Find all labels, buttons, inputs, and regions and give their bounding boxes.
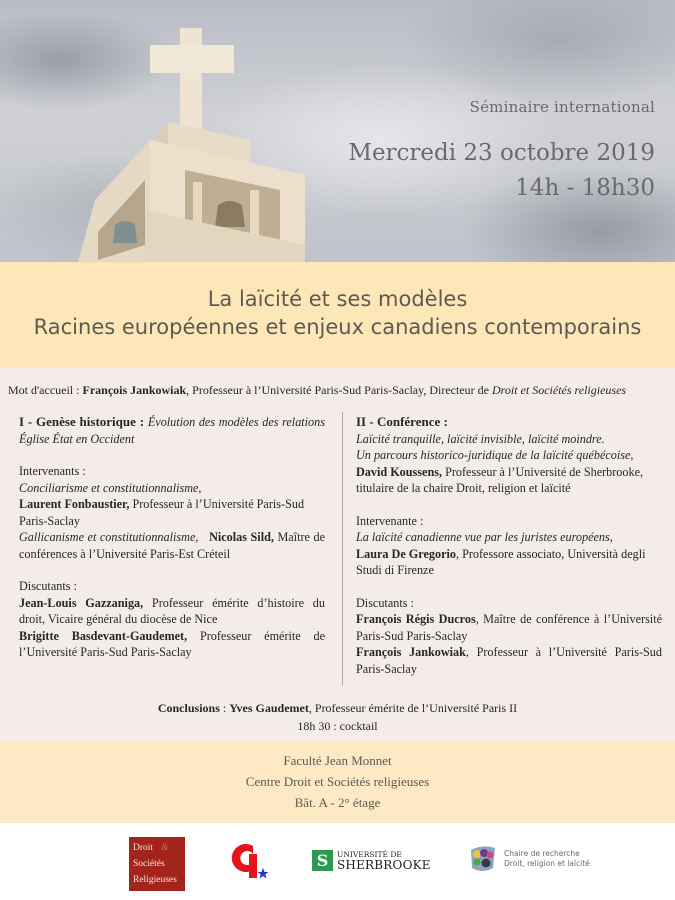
talk-1 [19, 480, 325, 530]
sherbrooke-mark: S [312, 850, 333, 871]
conclusions-label: Conclusions [157, 701, 220, 715]
cocktail-line: 18h 30 : cocktail [297, 719, 378, 733]
speaker-label: Intervenante : [356, 513, 424, 528]
program-section [0, 368, 675, 742]
discussant-4-name: François Jankowiak [356, 645, 466, 659]
talk-2-desc: Maître de conférences à l’Université Paris-Est Créteil [19, 530, 325, 561]
session-2-title: II - Conférence : [356, 414, 448, 429]
discussant-1-name: Jean-Louis Gazzaniga, [19, 595, 144, 610]
session-2 [356, 414, 662, 677]
discussant-4 [356, 644, 662, 677]
discussant-1 [19, 595, 325, 628]
universite-sherbrooke-logo [312, 850, 431, 871]
welcome-label: Mot d'accueil : [8, 383, 83, 397]
discussant-2 [19, 628, 325, 661]
chaire-recherche-logo [468, 844, 590, 874]
discussant-3-name: François Régis Ducros [356, 612, 476, 626]
title-main: La laïcité et ses modèles [207, 287, 468, 311]
talk-2-speaker: Nicolas Sild, [209, 530, 274, 544]
session-1-heading [19, 414, 325, 447]
drs-line1: Droit [133, 843, 154, 853]
session-1-topic: Évolution des modèles des relations Église État en Occident [19, 415, 325, 446]
discussant-3-desc: , Maître de conférence à l’Université Paris-Sud Paris-Saclay [356, 612, 662, 643]
chaire-emblem-icon [468, 844, 498, 874]
discussant-1-desc: Professeur émérite d’histoire du droit, Vicaire général du diocèse de Nice [19, 595, 325, 626]
discussant-3 [356, 611, 662, 644]
talk-2-title: Gallicanisme et constitutionnalisme, [19, 530, 199, 544]
talk-3-desc: , Professore associato, Università degli Studi di Firenze [356, 546, 646, 577]
discussant-4-desc: , Professeur à l’Université Paris-Sud Paris-Saclay [356, 645, 662, 676]
column-divider [342, 412, 343, 686]
talk-1-title: Conciliarisme et constitutionnalisme, [19, 480, 202, 495]
venue-centre: Centre Droit et Sociétés religieuses [245, 774, 430, 789]
speakers-label: Intervenants : [19, 464, 86, 478]
talk-1-desc: Professeur à l’Université Paris-Sud Paris-Saclay [19, 497, 305, 528]
welcome-desc: , Professeur à l’Université Paris-Sud Paris-Saclay, Directeur de [186, 383, 492, 397]
venue-room: Bât. A - 2° étage [294, 795, 381, 810]
discussants-label-2: Discutants : [356, 595, 414, 610]
bell [215, 201, 245, 227]
welcome-line [8, 382, 673, 399]
conclusions-desc: , Professeur émérite de l’Université Paris II [308, 701, 518, 715]
seminar-label: Séminaire international [469, 98, 655, 116]
drs-line2: Sociétés [133, 859, 165, 869]
conclusions-line [0, 700, 675, 717]
talk-3 [356, 546, 662, 579]
chaire-line2: Droit, religion et laïcité [504, 859, 590, 868]
drs-line3: Religieuses [133, 875, 177, 885]
talk-3-title: La laïcité canadienne vue par les juristes européens, [356, 530, 613, 544]
event-date: Mercredi 23 octobre 2019 [348, 140, 655, 166]
welcome-org: Droit et Sociétés religieuses [491, 383, 627, 397]
discussant-2-desc: Professeur émérite de l’Université Paris-Sud Paris-Saclay [19, 628, 325, 659]
chaire-line1: Chaire de recherche [504, 849, 580, 858]
hero-photo [0, 0, 675, 262]
event-time: 14h - 18h30 [515, 175, 655, 201]
talk-3-speaker: Laura De Gregorio [356, 546, 456, 561]
discussant-2-name: Brigitte Basdevant-Gaudemet, [19, 628, 188, 643]
conference-speaker-name: David Koussens, [356, 464, 443, 479]
discussants-label: Discutants : [19, 579, 77, 593]
cross-bell-tower-image [0, 0, 675, 262]
conclusions-speaker: Yves Gaudemet [229, 701, 309, 715]
conference-title-1: Laïcité tranquille, laïcité invisible, laïcité moindre. [356, 431, 605, 446]
star-icon [258, 868, 269, 879]
conference-speaker [356, 464, 662, 497]
drs-amp: & [161, 843, 169, 853]
cross-vertical [180, 28, 202, 133]
session-1-title: I - Genèse historique : [19, 414, 148, 429]
title-band [0, 262, 675, 368]
welcome-speaker: François Jankowiak [82, 383, 187, 397]
cross-horizontal [150, 45, 234, 73]
conference-title-2: Un parcours historico-juridique de la laïcité québécoise, [356, 448, 634, 462]
conference-speaker-desc: Professeur à l’Université de Sherbrooke, titulaire de la chaire Droit, religion et laïcité [356, 464, 644, 495]
talk-2 [19, 529, 325, 562]
c-star-logo [219, 838, 271, 880]
session-1 [19, 414, 325, 661]
venue-band [0, 742, 675, 823]
conclusions-sep: : [219, 701, 230, 715]
sherbrooke-line1: UNIVERSITÉ DE [337, 849, 402, 859]
sherbrooke-line2: SHERBROOKE [337, 857, 431, 872]
talk-1-speaker: Laurent Fonbaustier, [19, 497, 130, 511]
droit-societes-religieuses-logo [129, 837, 185, 891]
venue-faculty: Faculté Jean Monnet [283, 753, 392, 768]
title-subtitle: Racines européennes et enjeux canadiens contemporains [33, 315, 642, 339]
